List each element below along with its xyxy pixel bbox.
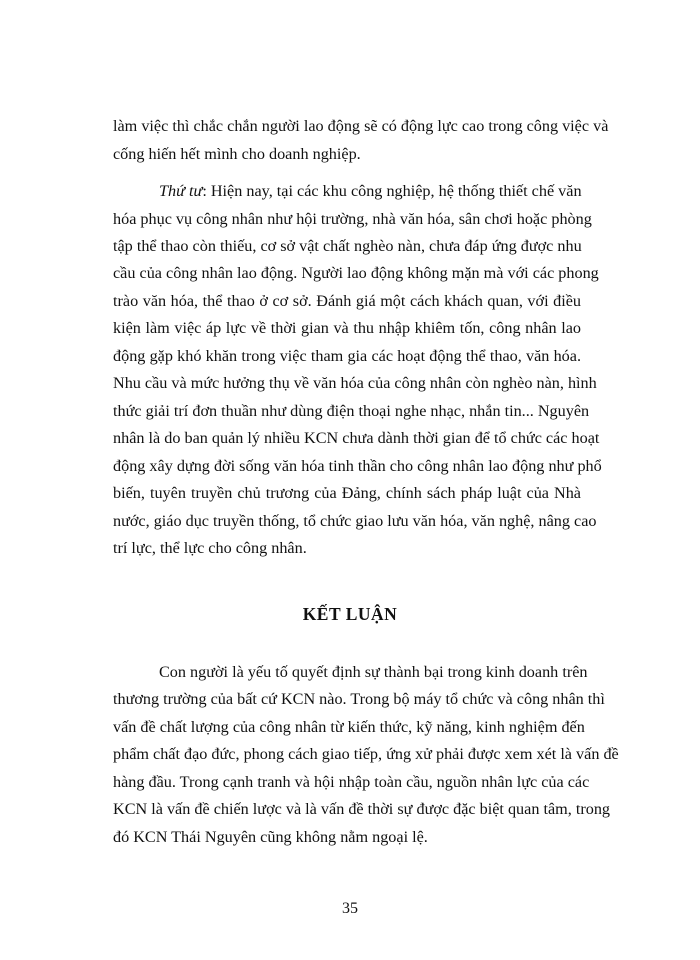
paragraph-line: động gặp khó khăn trong việc tham gia các hoạt động thể thao, văn hóa. [113,347,581,365]
lead-rest: : Hiện nay, tại các khu công nghiệp, hệ thống thiết chế văn [202,182,582,200]
paragraph-line: hóa phục vụ công nhân như hội trường, nhà văn hóa, sân chơi hoặc phòng [113,210,592,228]
paragraph-line: động xây dựng đời sống văn hóa tinh thần cho công nhân lao động như phổ [113,457,602,475]
paragraph-first-line [159,181,581,201]
paragraph-line: tập thể thao còn thiếu, cơ sở vật chất nghèo nàn, chưa đáp ứng được nhu [113,237,582,255]
paragraph-line: trào văn hóa, thể thao ở cơ sở. Đánh giá một cách khách quan, với điều [113,292,581,310]
paragraph-line: nhân là do ban quản lý nhiều KCN chưa dành thời gian để tổ chức các hoạt [113,429,600,447]
paragraph-line: cầu của công nhân lao động. Người lao động không mặn mà với các phong [113,264,599,282]
section-heading: KẾT LUẬN [302,604,398,624]
paragraph-line: cống hiến hết mình cho doanh nghiệp. [113,145,361,163]
page-number: 35 [342,900,358,917]
paragraph-line: thương trường của bất cứ KCN nào. Trong bộ máy tổ chức và công nhân thì [113,690,605,708]
paragraph-first-line: Con người là yếu tố quyết định sự thành bại trong kinh doanh trên [159,663,588,681]
paragraph-line: nước, giáo dục truyền thống, tổ chức giao lưu văn hóa, văn nghệ, nâng cao [113,512,597,530]
paragraph-line: biến, tuyên truyền chủ trương của Đảng, chính sách pháp luật của Nhà [113,484,581,502]
paragraph-line: vấn đề chất lượng của công nhân từ kiến thức, kỹ năng, kinh nghiệm đến [113,718,585,736]
paragraph-line: hàng đầu. Trong cạnh tranh và hội nhập toàn cầu, nguồn nhân lực của các [113,773,590,791]
paragraph-line: thức giải trí đơn thuần như dùng điện thoại nghe nhạc, nhắn tin... Nguyên [113,402,590,420]
paragraph-line: Nhu cầu và mức hưởng thụ về văn hóa của công nhân còn nghèo nàn, hình [113,374,597,392]
paragraph-line: làm việc thì chắc chắn người lao động sẽ có động lực cao trong công việc và [113,117,609,135]
lead-italic: Thứ tư [159,182,203,200]
paragraph-line: phẩm chất đạo đức, phong cách giao tiếp, ứng xử phải được xem xét là vấn đề [113,745,619,763]
paragraph-line: KCN là vấn đề chiến lược và là vấn đề thời sự được đặc biệt quan tâm, trong [113,800,611,818]
paragraph-line: đó KCN Thái Nguyên cũng không nằm ngoại lệ. [113,828,428,846]
paragraph-line: kiện làm việc áp lực về thời gian và thu nhập khiêm tốn, công nhân lao [113,319,581,337]
paragraph-line: trí lực, thể lực cho công nhân. [113,539,307,557]
